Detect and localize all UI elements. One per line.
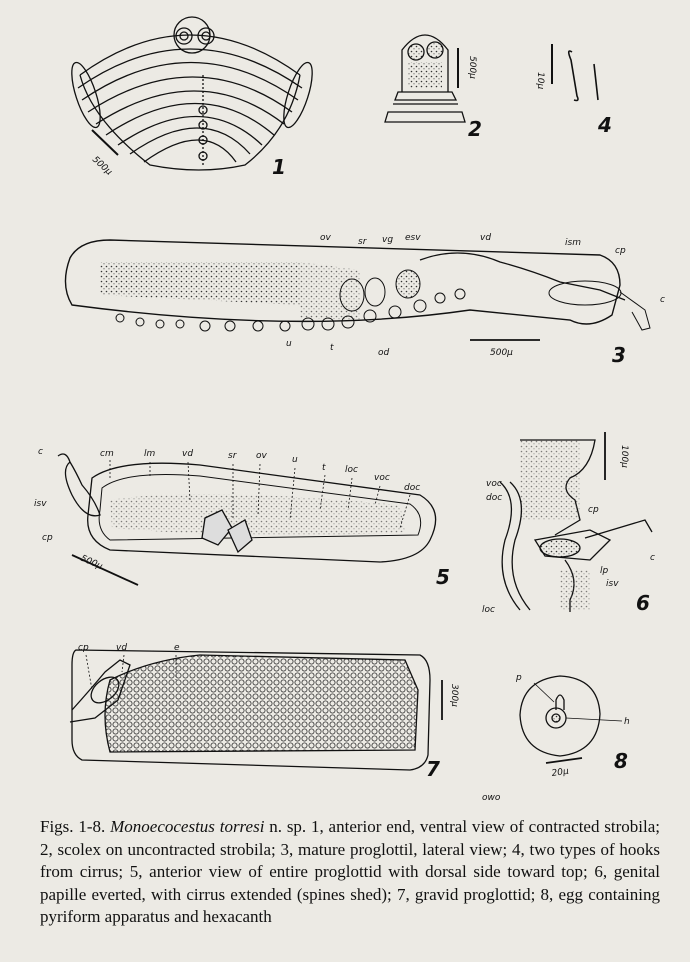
figure-4 — [552, 44, 598, 101]
figure-caption — [40, 816, 660, 929]
figure-3-label-vg: vg — [382, 235, 394, 245]
figure-2 — [385, 35, 465, 122]
figure-3-number: 3 — [612, 343, 626, 367]
figure-8-label-h: h — [624, 717, 630, 727]
figure-3-label-od: od — [378, 348, 390, 358]
figure-6-number: 6 — [636, 591, 650, 615]
figure-5-label-cp: cp — [42, 533, 53, 543]
figure-8-scale: 20μ — [551, 766, 570, 779]
figure-3 — [65, 240, 650, 340]
figure-3-label-u: u — [286, 339, 292, 349]
figure-5-label-t: t — [322, 463, 326, 473]
figure-7-number: 7 — [426, 757, 440, 781]
figure-7-scale: 300μ — [449, 684, 459, 707]
figure-5-label-u: u — [292, 455, 298, 465]
figure-5-label-lm: lm — [144, 449, 156, 459]
figure-7 — [70, 650, 442, 770]
figure-5-label-vd: vd — [182, 449, 194, 459]
figure-3-label-sr: sr — [358, 237, 367, 247]
figure-6-label-isv: isv — [606, 579, 619, 589]
figure-2-number: 2 — [468, 117, 482, 141]
figure-4-scale: 10μ — [535, 72, 545, 90]
figure-2-scale: 500μ — [467, 56, 477, 79]
figure-4-number: 4 — [598, 113, 612, 137]
figure-3-scale: 500μ — [490, 348, 513, 358]
figure-3-label-esv: esv — [405, 233, 421, 243]
figure-8-number: 8 — [614, 749, 628, 773]
figure-3-label-ov: ov — [320, 233, 331, 243]
figure-7-label-vd: vd — [116, 643, 128, 653]
figure-6-label-lp: lp — [600, 566, 609, 576]
figure-1 — [66, 17, 318, 170]
caption-species: Monoecocestus torresi — [110, 817, 265, 836]
caption-prefix: Figs. 1-8. — [40, 817, 106, 836]
figure-3-label-c: c — [660, 295, 665, 305]
figure-3-label-t: t — [330, 343, 334, 353]
figure-7-label-cp: cp — [78, 643, 89, 653]
figure-1-scale: 500μ — [89, 154, 114, 178]
figure-6-label-c: c — [650, 553, 655, 563]
figure-5-label-isv: isv — [34, 499, 47, 509]
figure-3-label-cp: cp — [615, 246, 626, 256]
figure-6-label-cp: cp — [588, 505, 599, 515]
figure-6-label-voc: voc — [486, 479, 502, 489]
figure-1-number: 1 — [272, 155, 286, 179]
figure-6-scale: 100μ — [619, 445, 629, 468]
figure-5-label-voc: voc — [374, 473, 390, 483]
figure-5-label-cm: cm — [100, 449, 114, 459]
figure-6-label-doc: doc — [486, 493, 503, 503]
figure-5-scale: 500μ — [78, 553, 104, 573]
figure-7-label-e: e — [174, 643, 180, 653]
artist-credit: owo — [482, 793, 501, 803]
figure-6-label-loc: loc — [482, 605, 495, 615]
figure-5-label-doc: doc — [404, 483, 421, 493]
figure-3-label-ism: ism — [565, 238, 581, 248]
caption-text: n. sp. 1, anterior end, ventral view of contracted strobila; 2, scolex on uncontracted strobila; 3, mature proglottil, lateral view; 4, two types of hooks from cirrus; 5, anterior view of entire proglottid with dorsal side toward top; 6, genital papille everted, with cirrus extended (spines shed); 7, gravid proglottid; 8, egg containing pyriform apparatus and hexacanth — [40, 817, 661, 926]
figure-5-label-ov: ov — [256, 451, 267, 461]
figure-5-label-sr: sr — [228, 451, 237, 461]
figure-5-label-c: c — [38, 447, 43, 457]
figure-5-number: 5 — [436, 565, 450, 589]
figure-5-label-loc: loc — [345, 465, 358, 475]
figure-3-label-vd: vd — [480, 233, 492, 243]
figure-8 — [520, 676, 622, 763]
figure-8-label-p: p — [516, 673, 522, 683]
